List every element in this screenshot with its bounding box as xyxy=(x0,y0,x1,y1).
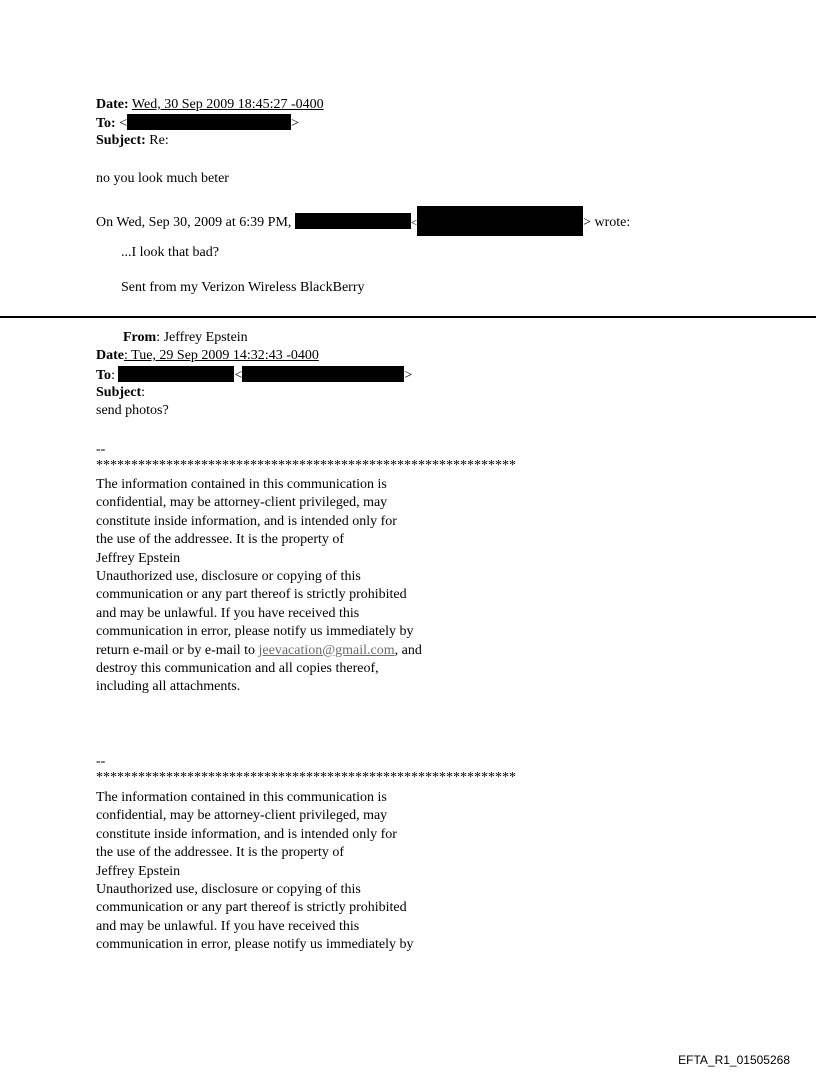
reply-subject-line xyxy=(96,132,169,150)
reply-date-label: Date: xyxy=(96,97,129,112)
disclaimer2-line: confidential, may be attorney-client privileged, may xyxy=(96,808,388,824)
section-divider xyxy=(0,316,816,318)
quote-intro-line xyxy=(96,206,631,230)
reply-to-label: To: xyxy=(96,116,116,131)
orig-body: send photos? xyxy=(96,403,169,418)
reply-to-open: < xyxy=(119,116,128,131)
disclaimer1-line: The information contained in this communication is xyxy=(96,477,387,492)
orig-subject-line xyxy=(96,384,145,402)
quote-intro-open: < xyxy=(410,217,418,229)
reply-date-line xyxy=(96,96,324,114)
orig-date-value: : Tue, 29 Sep 2009 14:32:43 -0400 xyxy=(124,348,319,363)
reply-date-value: Wed, 30 Sep 2009 18:45:27 -0400 xyxy=(131,97,324,112)
reply-body: no you look much beter xyxy=(96,171,229,186)
disclaimer1-text xyxy=(96,476,422,697)
reply-to-line xyxy=(96,114,299,132)
redaction-box xyxy=(242,366,404,382)
redaction-box xyxy=(417,206,583,236)
disclaimer2-dashes: -- xyxy=(96,754,106,769)
orig-to-open: < xyxy=(234,368,243,383)
orig-to-line xyxy=(96,366,412,384)
disclaimer1-line: Jeffrey Epstein xyxy=(96,550,181,566)
orig-to-label: To xyxy=(96,368,112,383)
return-line-prefix: return e-mail or by e-mail to xyxy=(96,642,259,658)
reply-subject-value: Re: xyxy=(149,133,169,148)
disclaimer1-stars: ************************************************************ xyxy=(96,458,516,473)
email-link[interactable]: jeevacation@gmail.com xyxy=(258,642,395,658)
document-id: EFTA_R1_01505268 xyxy=(678,1053,790,1067)
disclaimer1-line: including all attachments. xyxy=(96,679,241,695)
reply-to-close: > xyxy=(291,116,300,131)
redaction-box xyxy=(118,366,234,382)
disclaimer2-line: communication or any part thereof is strictly prohibited xyxy=(96,900,407,916)
redaction-box xyxy=(127,114,291,130)
disclaimer1-line: communication or any part thereof is strictly prohibited xyxy=(96,587,407,603)
orig-from-label: From xyxy=(123,330,157,345)
disclaimer1-line: and may be unlawful. If you have received this xyxy=(96,605,360,621)
orig-from-value: : Jeffrey Epstein xyxy=(156,330,248,345)
disclaimer1-line: constitute inside information, and is intended only for xyxy=(96,513,397,529)
disclaimer2-text xyxy=(96,789,413,955)
quote-intro-end: > wrote: xyxy=(583,215,631,230)
disclaimer2-stars: ************************************************************ xyxy=(96,770,516,785)
quote-intro-start: On Wed, Sep 30, 2009 at 6:39 PM, xyxy=(96,215,292,230)
disclaimer1-line: communication in error, please notify us immediately by xyxy=(96,624,414,640)
redaction-box xyxy=(295,213,411,229)
orig-subject-colon: : xyxy=(141,385,146,400)
return-line-suffix: , and xyxy=(394,642,422,658)
disclaimer1-line: confidential, may be attorney-client privileged, may xyxy=(96,495,388,511)
disclaimer2-line: Jeffrey Epstein xyxy=(96,863,181,879)
reply-subject-label: Subject: xyxy=(96,133,146,148)
disclaimer2-line: communication in error, please notify us immediately by xyxy=(96,937,414,953)
quoted-line-2: Sent from my Verizon Wireless BlackBerry xyxy=(121,280,365,295)
disclaimer2-line: and may be unlawful. If you have received this xyxy=(96,918,360,934)
disclaimer2-line: the use of the addressee. It is the property of xyxy=(96,845,345,861)
orig-subject-label: Subject xyxy=(96,385,142,400)
orig-to-colon: : xyxy=(111,368,115,383)
disclaimer1-line: destroy this communication and all copies thereof, xyxy=(96,661,379,677)
disclaimer2-line: Unauthorized use, disclosure or copying of this xyxy=(96,882,361,898)
disclaimer1-line: Unauthorized use, disclosure or copying of this xyxy=(96,569,361,585)
quoted-line-1: ...I look that bad? xyxy=(121,245,219,260)
orig-to-close: > xyxy=(404,368,413,383)
disclaimer1-dashes: -- xyxy=(96,442,106,457)
orig-date-line xyxy=(96,347,319,365)
disclaimer2-line: constitute inside information, and is intended only for xyxy=(96,826,397,842)
disclaimer1-return-line xyxy=(96,642,422,660)
orig-from-line xyxy=(123,329,248,347)
disclaimer2-line: The information contained in this communication is xyxy=(96,790,387,805)
orig-date-label: Date xyxy=(96,348,124,363)
disclaimer1-line: the use of the addressee. It is the property of xyxy=(96,532,345,548)
